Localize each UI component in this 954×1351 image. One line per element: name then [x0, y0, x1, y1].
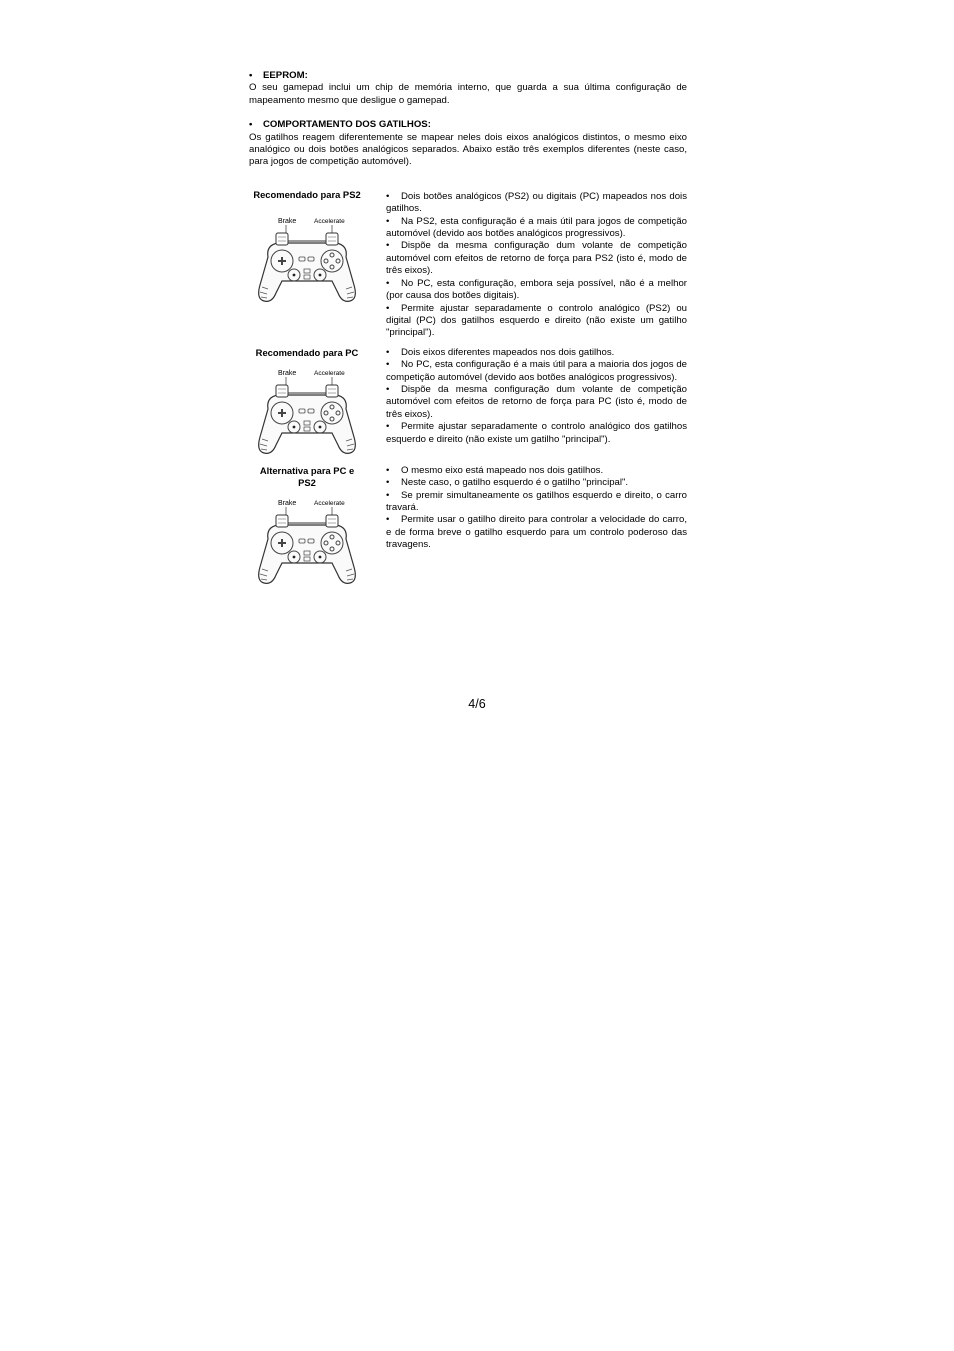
bullet-icon: • [386, 190, 390, 202]
list-item [386, 303, 687, 340]
bullet-icon: • [386, 464, 390, 476]
list-item-text: Dois eixos diferentes mapeados nos dois gatilhos. [401, 346, 615, 358]
bullet-icon: • [386, 359, 390, 371]
section-eeprom [249, 70, 687, 107]
accelerate-label: Accelerate [313, 499, 345, 507]
page-number: 4/6 [468, 697, 486, 711]
brake-label: Brake [277, 499, 296, 507]
list-item [386, 191, 687, 216]
list-item [386, 421, 687, 446]
list-item-text: Neste caso, o gatilho esquerdo é o gatilho "principal". [401, 477, 629, 489]
section-heading-text: EEPROM: [263, 70, 308, 81]
bullet-icon: • [386, 215, 390, 227]
list-item [386, 216, 687, 241]
list-item [386, 347, 687, 359]
list-item [386, 384, 687, 421]
list-item-text: Permite ajustar separadamente o controlo analógico (PS2) ou digital (PC) dos gatilhos esquerdo e direito (não existe um gatilho "principal"). [386, 302, 687, 339]
section-paragraph: Os gatilhos reagem diferentemente se mapear neles dois eixos analógicos distintos, o mesmo eixo analógico ou dois botões analógicos separados. Abaixo estão três exemplos diferentes (neste caso, para jogos de competição automóvel). [249, 131, 687, 168]
config-pc-ps2 [249, 465, 687, 590]
section-heading [249, 119, 687, 131]
list-item [386, 490, 687, 515]
list-item-text: Dispõe da mesma configuração dum volante de competição automóvel com efeitos de retorno de força para PS2 (isto é, modo de três eixos). [386, 240, 687, 277]
bullet-icon: • [386, 346, 390, 358]
list-item-text: O mesmo eixo está mapeado nos dois gatilhos. [401, 464, 604, 476]
list-item-text: Permite ajustar separadamente o controlo analógico dos gatilhos esquerdo e direito (não existe um gatilho "principal"). [386, 421, 687, 445]
gamepad-diagram-icon [256, 213, 359, 305]
config-label: Alternativa para PC e PS2 [259, 464, 355, 488]
bullet-icon: • [386, 277, 390, 289]
config-ps2 [249, 189, 687, 347]
list-item-text: No PC, esta configuração é a mais útil para a maioria dos jogos de competição automóvel (devido aos botões analógicos progressivos). [386, 359, 687, 383]
list-item-text: Dois botões analógicos (PS2) ou digitais (PC) mapeados nos dois gatilhos. [386, 190, 687, 215]
list-item [386, 477, 687, 489]
section-heading-text: COMPORTAMENTO DOS GATILHOS: [263, 119, 431, 131]
accelerate-label: Accelerate [313, 217, 345, 225]
list-item-text: Dispõe da mesma configuração dum volante de competição automóvel com efeitos de retorno de força para PC (isto é, modo de três eixos). [386, 384, 687, 420]
config-left-column [249, 189, 365, 347]
bullet-icon: • [249, 70, 253, 81]
config-pc [249, 347, 687, 465]
bullet-icon: • [249, 119, 253, 131]
gamepad-diagram-icon [256, 495, 359, 587]
config-label: Recomendado para PC [255, 346, 359, 358]
bullet-icon: • [386, 514, 390, 526]
list-item [386, 240, 687, 277]
bullet-icon: • [386, 489, 390, 501]
bullet-icon: • [386, 384, 390, 396]
bullet-icon: • [386, 477, 390, 489]
accelerate-label: Accelerate [313, 369, 345, 377]
brake-label: Brake [277, 217, 296, 225]
list-item [386, 278, 687, 303]
list-item [386, 514, 687, 551]
config-bullet-list [386, 191, 687, 340]
page-content [249, 70, 687, 590]
list-item [386, 359, 687, 384]
section-paragraph: O seu gamepad inclui um chip de memória interno, que guarda a sua última configuração de mapeamento mesmo que desligue o gamepad. [249, 82, 687, 106]
config-bullet-list [386, 347, 687, 446]
list-item-text: Se premir simultaneamente os gatilhos esquerdo e direito, o carro travará. [386, 489, 687, 514]
bullet-icon: • [386, 240, 390, 252]
config-label: Recomendado para PS2 [253, 188, 361, 200]
bullet-icon: • [386, 302, 390, 314]
list-item-text: Na PS2, esta configuração é a mais útil para jogos de competição automóvel (devido aos botões analógicos progressivos). [386, 215, 687, 240]
section-trigger-behavior [249, 119, 687, 169]
section-heading [249, 70, 687, 82]
list-item-text: No PC, esta configuração, embora seja possível, não é a melhor (por causa dos botões digitais). [386, 277, 687, 302]
list-item-text: Permite usar o gatilho direito para controlar a velocidade do carro, e de forma breve o gatilho esquerdo para um controlo poderoso das travagens. [386, 514, 687, 551]
bullet-icon: • [386, 421, 390, 433]
config-left-column [249, 465, 365, 590]
list-item [386, 465, 687, 477]
config-bullet-list [386, 465, 687, 552]
brake-label: Brake [277, 369, 296, 377]
gamepad-diagram-icon [256, 365, 359, 457]
config-left-column [249, 347, 365, 465]
